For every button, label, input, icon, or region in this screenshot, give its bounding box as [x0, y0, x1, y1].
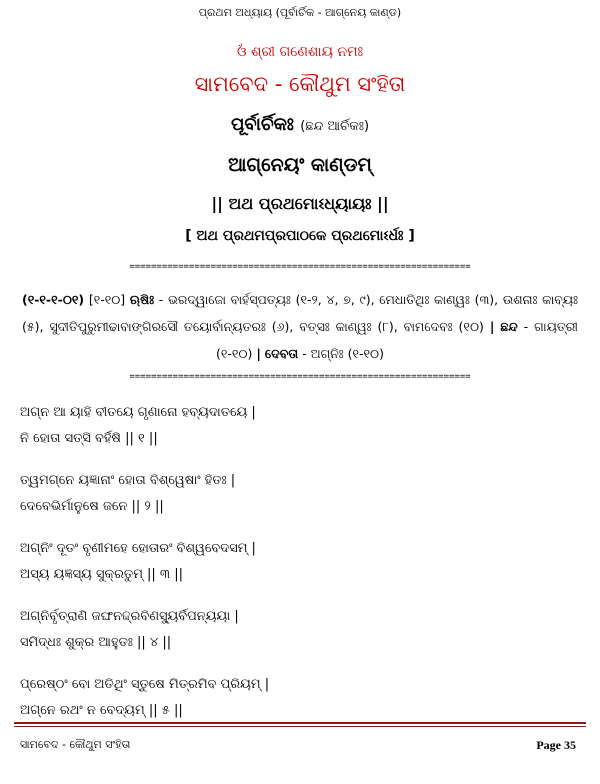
verse-line: ତ୍ୱମଗ୍ନେ ୟଜ୍ଞାନାଂ ହୋତା ବିଶ୍ୱେଷାଂ ହିତଃ | [20, 473, 236, 488]
verse-line: ନି ହୋତା ସତ୍ସି ବର୍ହିଷି || ୧ || [20, 431, 158, 446]
meta-sep-2: | [256, 346, 261, 361]
devata-label: ଦେବତା [264, 346, 299, 361]
chhanda-label: ଛନ୍ଦ [500, 319, 518, 334]
verse-5 [20, 672, 580, 724]
metadata-block [22, 286, 578, 367]
verse-4 [20, 604, 580, 656]
verses [20, 400, 580, 740]
section-name: ପୂର୍ବାର୍ଚିକଃ [230, 114, 294, 135]
main-title: ସାମବେଦ - କୌଥୁମ ସଂହିତା [194, 72, 406, 96]
verse-line: ପ୍ରେଷ୍ଠଂ ବୋ ଅତିଥିଂ ସ୍ତୁଷେ ମିତ୍ରମିବ ପ୍ରିୟମ୍ | [20, 677, 270, 692]
footer-rule-thick [14, 722, 586, 724]
footer-rule-thin [14, 726, 586, 727]
adhyaya-heading: || ଅଥ ପ୍ରଥମୋଽଧ୍ୟାୟଃ || [211, 194, 389, 213]
rishi-text: - ଭରଦ୍ୱାଜୋ ବାର୍ହସ୍ପତ୍ୟଃ (୧-୨, ୪, ୭, ୯), ମେଧାତିଥିଃ କାଣ୍ୱଃ (୩), ଉଶନାଃ କାବ୍ୟଃ (୫), ସୁଦୀତିପୁରୁମୀଢାବାଙ୍ଗିରସୌ ତୟୋର୍ବାନ୍ୟତରଃ (୬), ବତ୍ସଃ କାଣ୍ୱଃ (୮), ବାମଦେବଃ (୧୦) [22, 292, 578, 334]
devata-text: - ଅଗ୍ନିଃ (୧-୧୦) [302, 346, 384, 361]
meta-ref: (୧-୧-୧-୦୧) [22, 292, 85, 307]
running-head: ପ୍ରଥମ ଅଧ୍ୟାୟ (ପୂର୍ବାର୍ଚିକ - ଆଗ୍ନେୟ କାଣ୍ଡ) [198, 6, 402, 19]
prapathaka-heading: [ ଅଥ ପ୍ରଥମପ୍ରପାଠକେ ପ୍ରଥମୋଽର୍ଧଃ ] [185, 228, 415, 244]
verse-line: ଅସ୍ୟ ୟଜ୍ଞସ୍ୟ ସୁକ୍ରତୁମ୍ || ୩ || [20, 567, 184, 582]
meta-sep-1: | [489, 319, 495, 334]
separator-bottom: =============================================================== [129, 372, 471, 382]
verse-1 [20, 400, 580, 452]
verse-line: ଦେବେଭିର୍ମାନୁଷେ ଜନେ || ୨ || [20, 499, 164, 514]
verse-line: ଅଗ୍ନ ଆ ୟାହି ବୀତୟେ ଗୃଣାନୋ ହବ୍ୟଦାତୟେ | [20, 405, 256, 420]
chhanda-text: - ଗାୟତ୍ରୀ (୧-୧୦) [216, 319, 578, 361]
meta-range: [୧-୧୦] [88, 292, 126, 307]
verse-line: ଅଗ୍ନିଂ ଦୂତଂ ବୃଣୀମହେ ହୋତାରଂ ବିଶ୍ୱବେଦସମ୍ | [20, 541, 256, 556]
footer-title: ସାମବେଦ - କୌଥୁମ ସଂହିତା [20, 738, 131, 751]
separator-top: =============================================================== [129, 262, 471, 272]
kanda-heading: ଆଗ୍ନେୟଂ କାଣ୍ଡମ୍ [228, 154, 372, 176]
verse-3 [20, 536, 580, 588]
section-subtitle: (ଛନ୍ଦ ଆର୍ଚିକଃ) [300, 119, 370, 134]
verse-2 [20, 468, 580, 520]
section-heading [0, 114, 600, 135]
page-number: Page 35 [536, 738, 576, 752]
verse-line: ଅଗ୍ନିର୍ବୃତ୍ରାଣି ଜଙ୍ଘନଦ୍ଦ୍ରବିଣସ୍ୟୁର୍ବିପନ୍ୟୟା | [20, 609, 239, 624]
verse-line: ସମିଦ୍ଧଃ ଶୁକ୍ର ଆହୁତଃ || ୪ || [20, 635, 172, 650]
verse-line: ଅଗ୍ନେ ରଥଂ ନ ବେଦ୍ୟମ୍ || ୫ || [20, 703, 183, 718]
invocation: ଓଁ ଶ୍ରୀ ଗଣେଶାୟ ନମଃ [236, 44, 364, 60]
rishi-label: ଋଷିଃ [129, 292, 155, 307]
